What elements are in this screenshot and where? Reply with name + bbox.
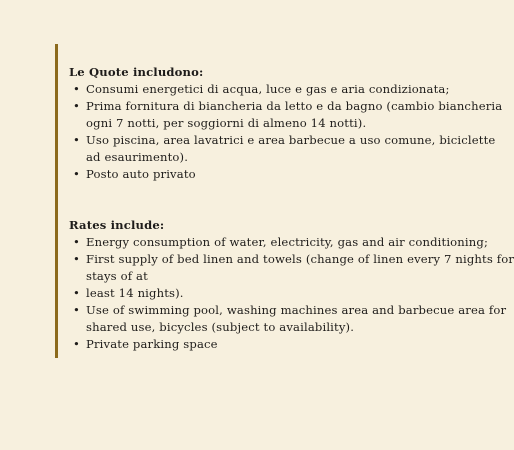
- list-item-text: shared use, bicycles (subject to availability).: [86, 320, 355, 334]
- list-item-text: Posto auto privato: [86, 167, 196, 181]
- section-spacer: [69, 183, 450, 217]
- bullet-icon: •: [73, 286, 80, 300]
- list-item-text: Prima fornitura di biancheria da letto e da bagno (cambio biancheria: [86, 99, 503, 113]
- bullet-icon: •: [73, 303, 80, 317]
- bullet-icon: •: [73, 99, 80, 113]
- bullet-icon: •: [73, 82, 80, 96]
- list-item: [69, 285, 450, 302]
- bullet-icon: •: [73, 133, 80, 147]
- list-item-text: ogni 7 notti, per soggiorni di almeno 14 notti).: [86, 116, 367, 130]
- list-item: [69, 302, 507, 336]
- list-item: [69, 234, 489, 251]
- list-item-text: Private parking space: [86, 337, 218, 351]
- english-section-title: Rates include:: [69, 218, 165, 232]
- list-item: [69, 251, 514, 285]
- italian-list: [69, 81, 503, 183]
- list-item-text: Energy consumption of water, electricity, gas and air conditioning;: [86, 235, 489, 249]
- list-item-text: ad esaurimento).: [86, 150, 189, 164]
- bullet-icon: •: [73, 167, 80, 181]
- italian-section-title: Le Quote includono:: [69, 65, 204, 79]
- list-item: [69, 98, 503, 132]
- list-item-text: stays of at: [86, 269, 148, 283]
- list-item: [69, 132, 496, 166]
- list-item-text: least 14 nights).: [86, 286, 184, 300]
- rates-content: [69, 64, 514, 353]
- list-item: [69, 336, 450, 353]
- accent-divider: [55, 44, 58, 358]
- bullet-icon: •: [73, 252, 80, 266]
- english-list: [69, 234, 514, 353]
- list-item: [69, 81, 450, 98]
- list-item-text: Consumi energetici di acqua, luce e gas e aria condizionata;: [86, 82, 450, 96]
- bullet-icon: •: [73, 235, 80, 249]
- bullet-icon: •: [73, 337, 80, 351]
- list-item-text: Use of swimming pool, washing machines area and barbecue area for: [86, 303, 507, 317]
- list-item: [69, 166, 450, 183]
- list-item-text: Uso piscina, area lavatrici e area barbecue a uso comune, biciclette: [86, 133, 496, 147]
- list-item-text: First supply of bed linen and towels (change of linen every 7 nights for: [86, 252, 514, 266]
